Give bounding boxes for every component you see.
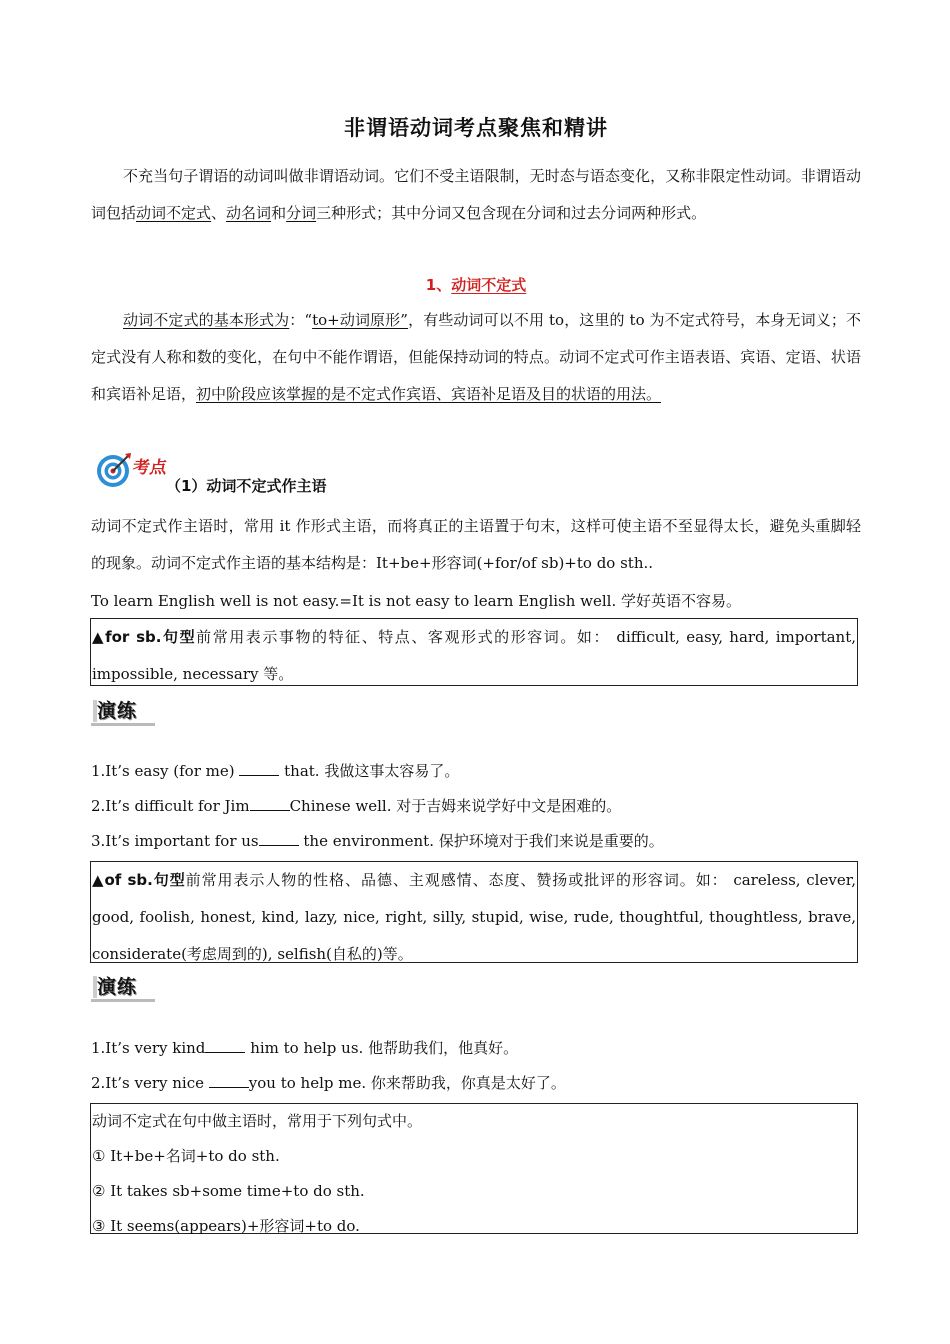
subject-paragraph: 动词不定式作主语时，常用 it 作形式主语，而将真正的主语置于句末，这样可使主语不至显得太长，避免头重脚轻的现象。动词不定式作主语的基本结构是：It+be+形容词(+for/of sb)+to do sth.. <box>91 517 861 572</box>
item-text: him to help us. 他帮助我们，他真好。 <box>245 1039 519 1057</box>
item-text: 2.It’s difficult for Jim <box>91 797 250 815</box>
term-participle: 分词 <box>286 204 317 222</box>
of-sb-box <box>90 861 858 963</box>
practice-label: 演练 <box>97 700 138 722</box>
pattern-item: ① It+be+名词+to do sth. <box>92 1147 280 1165</box>
pattern-item: ③ It seems(appears)+形容词+to do. <box>92 1217 360 1235</box>
item-text: the environment. 保护环境对于我们来说是重要的。 <box>298 832 664 850</box>
target-icon <box>96 452 132 488</box>
section-heading <box>91 274 861 295</box>
item-text: that. 我做这事太容易了。 <box>279 762 460 780</box>
answer-blank[interactable] <box>205 1052 245 1053</box>
item-text: 2.It’s very nice <box>91 1074 209 1092</box>
term-infinitive: 动词不定式 <box>136 204 212 222</box>
practice-label: 演练 <box>97 976 138 998</box>
item-text: 3.It’s important for us <box>91 832 259 850</box>
basic-form-formula: to+动词原形” <box>312 311 408 329</box>
basic-text: ，有些动词可以不用 to，这里的 to 为不定式符号，本身无词义；不定式没有人称和数的变化，在句中不能作谓语，但能保持动词的特点。动词不定式可作主语表语、宾语、定语、状语和宾语补足语， <box>91 311 861 403</box>
practice2-item <box>91 1037 861 1058</box>
for-sb-box <box>90 618 858 686</box>
intro-paragraph <box>91 158 861 232</box>
section-title: 动词不定式 <box>451 276 527 294</box>
intro-sep: 和 <box>271 204 287 222</box>
practice-badge <box>91 696 155 726</box>
example-sentence: To learn English well is not easy.=It is not easy to learn English well. 学好英语不容易。 <box>91 592 742 610</box>
answer-blank[interactable] <box>209 1087 249 1088</box>
kaodian-label: 考点 <box>131 457 169 478</box>
term-gerund: 动名词 <box>226 204 272 222</box>
basic-key-point: 初中阶段应该掌握的是不定式作宾语、宾语补足语及目的状语的用法。 <box>196 385 662 403</box>
patterns-intro: 动词不定式在句中做主语时，常用于下列句式中。 <box>92 1112 423 1130</box>
practice1-item <box>91 830 861 851</box>
intro-sep: 、 <box>211 204 227 222</box>
page-title: 非谓语动词考点聚焦和精讲 <box>344 116 608 140</box>
patterns-box <box>90 1103 858 1234</box>
pattern-item: ② It takes sb+some time+to do sth. <box>92 1182 365 1200</box>
practice-badge <box>91 972 155 1002</box>
item-text: 1.It’s easy (for me) <box>91 762 240 780</box>
of-sb-label: ▲of sb.句型 <box>92 871 186 889</box>
basic-form-label: 动词不定式的基本形式为 <box>123 311 290 329</box>
kaodian-badge <box>96 452 167 488</box>
for-sb-text: 前常用表示事物的特征、特点、客观形式的形容词。如： difficult, easy, hard, important, impossible, necessary 等。 <box>92 628 856 683</box>
intro-text: 不充当句子谓语的动词叫做非谓语动词。它们不受主语限制，无时态与语态变化，又称非限定性动词。非谓语动词包括 <box>91 167 861 222</box>
basic-colon: ：“ <box>289 311 313 329</box>
answer-blank[interactable] <box>239 775 279 776</box>
for-sb-label: ▲for sb.句型 <box>92 628 197 646</box>
practice2-item <box>91 1072 861 1093</box>
basic-form-paragraph <box>91 302 861 413</box>
item-text: Chinese well. 对于吉姆来说学好中文是困难的。 <box>289 797 622 815</box>
intro-text: 三种形式；其中分词又包含现在分词和过去分词两种形式。 <box>316 204 707 222</box>
practice1-item <box>91 795 861 816</box>
badge-underline <box>91 999 155 1002</box>
answer-blank[interactable] <box>259 845 299 846</box>
item-text: 1.It’s very kind <box>91 1039 206 1057</box>
section-number: 1、 <box>425 276 452 294</box>
item-text: you to help me. 你来帮助我，你真是太好了。 <box>248 1074 566 1092</box>
badge-underline <box>91 723 155 726</box>
of-sb-text: 前常用表示人物的性格、品德、主观感情、态度、赞扬或批评的形容词。如： careless, clever, good, foolish, honest, kind, lazy, nice, right, silly, stupid, wise, rude, thoughtful, thoughtless, brave, considerate(考虑周到的), selfish(自私的)等。 <box>92 871 856 963</box>
answer-blank[interactable] <box>250 810 290 811</box>
kaodian-title: （1）动词不定式作主语 <box>166 477 327 495</box>
practice1-item <box>91 760 861 781</box>
